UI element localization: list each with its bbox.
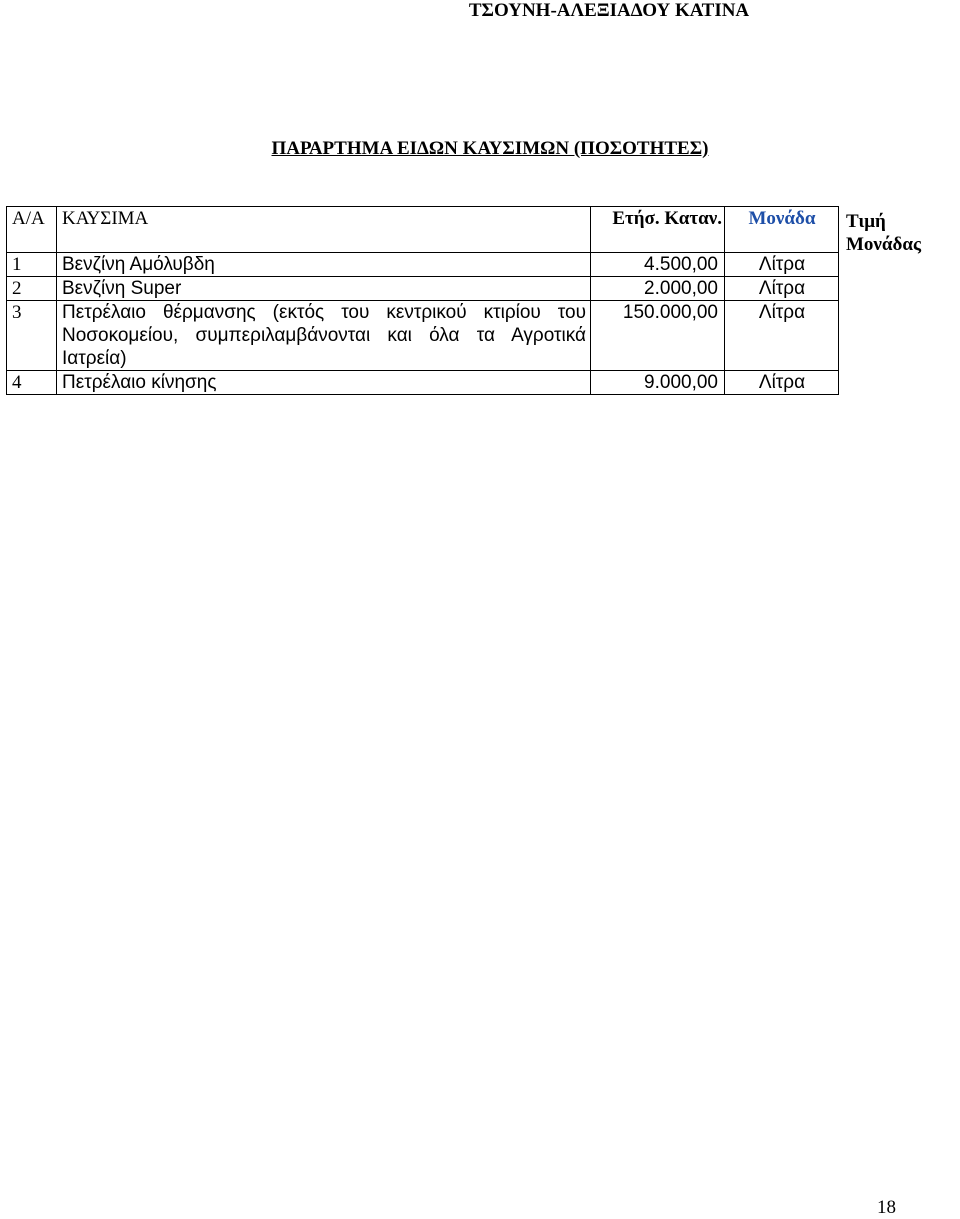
- header-unit-price-line2: Μονάδας: [846, 234, 922, 255]
- header-fuel: ΚΑΥΣΙΜΑ: [57, 207, 591, 253]
- row-unit: Λίτρα: [725, 301, 839, 371]
- header-unit: Μονάδα: [725, 207, 839, 253]
- header-quantity: Ετήσ. Καταν.: [591, 207, 725, 253]
- row-fuel: Πετρέλαιο κίνησης: [57, 371, 591, 395]
- page-number: 18: [877, 1197, 896, 1218]
- header-unit-price-line1: Τιμή: [846, 211, 886, 232]
- row-unit: Λίτρα: [725, 253, 839, 277]
- table-row: [7, 371, 839, 395]
- table-header-row: [7, 207, 839, 253]
- fuel-table: [6, 206, 839, 395]
- row-index: 3: [7, 301, 57, 371]
- row-fuel: Πετρέλαιο θέρμανσης (εκτός του κεντρικού κτιρίου του Νοσοκομείου, συμπεριλαμβάνονται και όλα τα Αγροτικά Ιατρεία): [57, 301, 591, 371]
- table-row: [7, 301, 839, 371]
- row-quantity: 4.500,00: [591, 253, 725, 277]
- row-fuel: Βενζίνη Αμόλυβδη: [57, 253, 591, 277]
- table-row: [7, 277, 839, 301]
- row-fuel: Βενζίνη Super: [57, 277, 591, 301]
- row-unit: Λίτρα: [725, 371, 839, 395]
- row-quantity: 2.000,00: [591, 277, 725, 301]
- document-title: ΠΑΡΑΡΤΗΜΑ ΕΙΔΩΝ ΚΑΥΣΙΜΩΝ (ΠΟΣΟΤΗΤΕΣ): [271, 138, 709, 159]
- row-quantity: 9.000,00: [591, 371, 725, 395]
- row-index: 2: [7, 277, 57, 301]
- header-name: ΤΣΟΥΝΗ-ΑΛΕΞΙΑΔΟΥ ΚΑΤΙΝΑ: [468, 0, 750, 21]
- row-index: 4: [7, 371, 57, 395]
- row-index: 1: [7, 253, 57, 277]
- row-unit: Λίτρα: [725, 277, 839, 301]
- header-index: Α/Α: [7, 207, 57, 253]
- row-quantity: 150.000,00: [591, 301, 725, 371]
- table-row: [7, 253, 839, 277]
- header-unit-price: [846, 210, 921, 256]
